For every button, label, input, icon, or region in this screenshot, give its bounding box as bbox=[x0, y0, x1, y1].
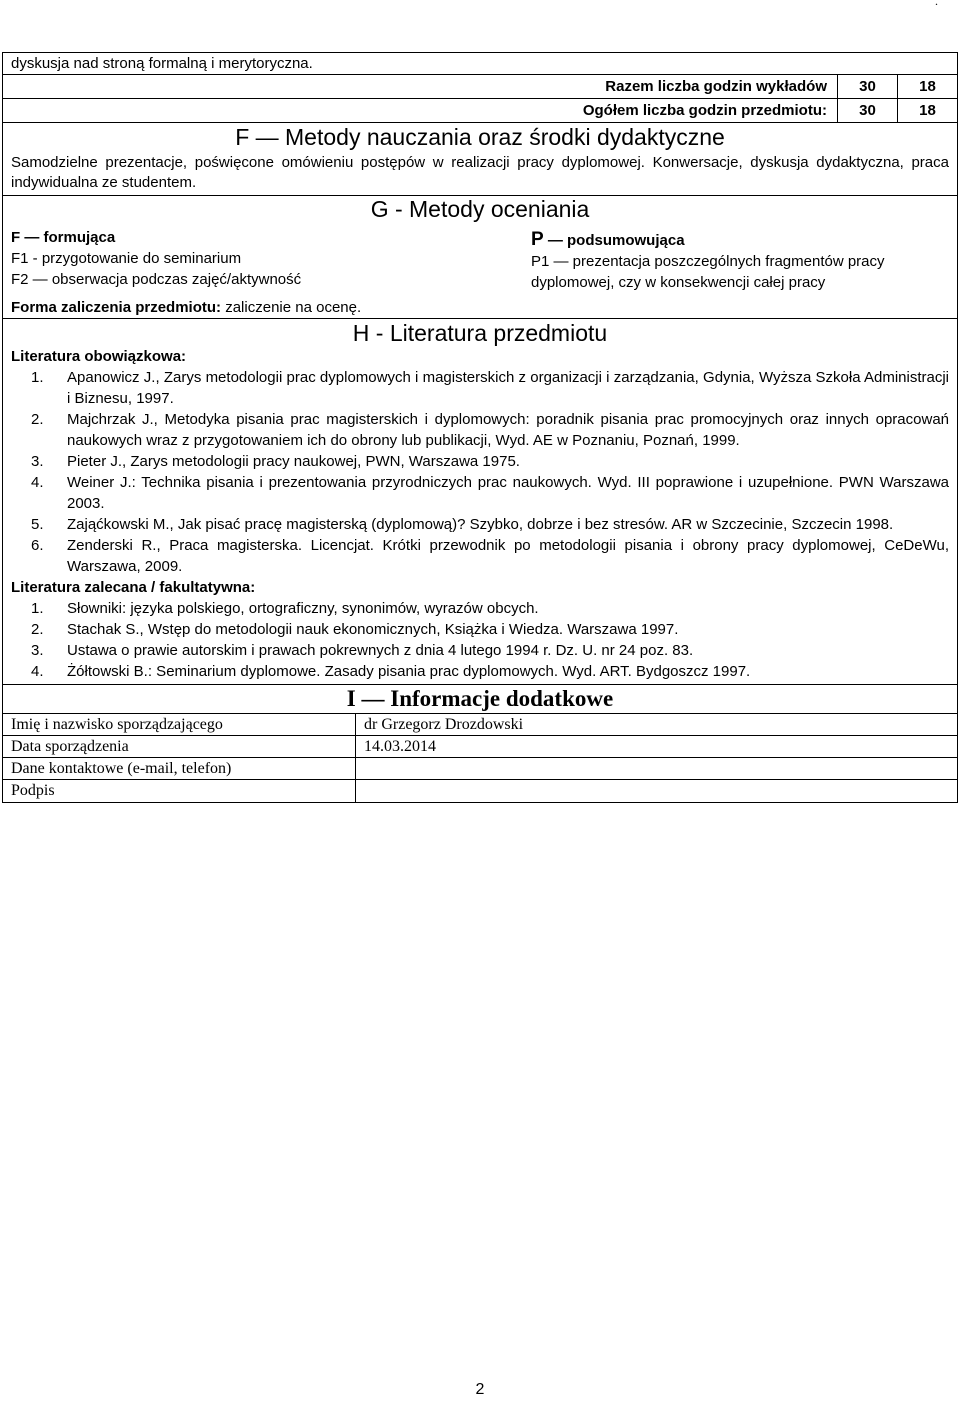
section-h-title: H - Literatura przedmiotu bbox=[352, 320, 608, 346]
info-label: Podpis bbox=[3, 780, 356, 802]
hours-value-2: 18 bbox=[897, 75, 957, 98]
hours-row-lectures bbox=[3, 75, 957, 99]
info-grid bbox=[3, 714, 957, 802]
info-value bbox=[356, 758, 957, 780]
section-f bbox=[3, 123, 957, 196]
literature-item-number: 6. bbox=[31, 537, 44, 554]
literature-item-number: 1. bbox=[31, 369, 44, 386]
literature-item-text: Weiner J.: Technika pisania i prezentowania przyrodniczych prac naukowych. Wyd. III poprawione i uzupełnione. PWN Warszawa 2003. bbox=[67, 474, 949, 512]
hours-value-2: 18 bbox=[897, 99, 957, 122]
section-h bbox=[3, 319, 957, 685]
section-i bbox=[3, 685, 957, 714]
intro-row bbox=[3, 53, 957, 75]
literature-item-number: 4. bbox=[31, 474, 44, 491]
section-g bbox=[3, 195, 957, 319]
info-label: Dane kontaktowe (e-mail, telefon) bbox=[3, 758, 356, 780]
summative-item: P1 — prezentacja poszczególnych fragmentów pracy dyplomowej, czy w konsekwencji całej pracy bbox=[531, 253, 885, 291]
literature-item-text: Apanowicz J., Zarys metodologii prac dyplomowych i magisterskich z organizacji i zarządzania, Gdynia, Wyższa Szkoła Administracji i Biznesu, 1997. bbox=[67, 369, 949, 407]
literature-item-text: Zenderski R., Praca magisterska. Licencjat. Krótki przewodnik po metodologii pisania i obrony pracy dyplomowej, CeDeWu, Warszawa, 2009. bbox=[67, 537, 949, 575]
literature-item-text: Ustawa o prawie autorskim i prawach pokrewnych z dnia 4 lutego 1994 r. Dz. U. nr 24 poz. 83. bbox=[67, 642, 694, 659]
literature-item-number: 1. bbox=[31, 600, 44, 617]
formative-column bbox=[3, 223, 523, 295]
summative-heading-letter: P bbox=[531, 229, 544, 250]
literature-item-number: 2. bbox=[31, 621, 44, 638]
formative-heading: F — formująca bbox=[11, 229, 116, 246]
section-i-title: I — Informacje dodatkowe bbox=[346, 686, 614, 711]
hours-value-1: 30 bbox=[837, 75, 897, 98]
literature-item-number: 2. bbox=[31, 411, 44, 428]
literature-item-number: 5. bbox=[31, 516, 44, 533]
literature-item bbox=[3, 661, 957, 682]
page-number: 2 bbox=[475, 1381, 485, 1398]
literature-item-text: Majchrzak J., Metodyka pisania prac magisterskich i dyplomowych: poradnik pisania prac promocyjnych oraz innych opracowań naukowych wraz z przygotowaniem ich do obrony lub publikacji, Wyd. AE w Poznaniu, Poznań, 1999. bbox=[67, 411, 949, 449]
optional-literature-list bbox=[3, 598, 957, 684]
form-of-credit-label: Forma zaliczenia przedmiotu: bbox=[11, 299, 222, 316]
literature-item-text: Pieter J., Zarys metodologii pracy naukowej, PWN, Warszawa 1975. bbox=[67, 453, 520, 470]
formative-item: F2 — obserwacja podczas zajęć/aktywność bbox=[11, 271, 302, 288]
summative-heading-rest: — podsumowująca bbox=[543, 232, 685, 249]
literature-item-text: Żółtowski B.: Seminarium dyplomowe. Zasady pisania prac dyplomowych. Wyd. ART. Bydgoszcz 1997. bbox=[67, 663, 751, 680]
literature-item-number: 3. bbox=[31, 453, 44, 470]
literature-item bbox=[3, 409, 957, 451]
optional-literature-heading: Literatura zalecana / fakultatywna: bbox=[11, 579, 256, 596]
literature-item bbox=[3, 472, 957, 514]
literature-item bbox=[3, 640, 957, 661]
section-f-title: F — Metody nauczania oraz środki dydaktyczne bbox=[235, 124, 725, 150]
literature-item bbox=[3, 598, 957, 619]
literature-item-number: 4. bbox=[31, 663, 44, 680]
assessment-columns bbox=[3, 223, 957, 295]
section-f-text: Samodzielne prezentacje, poświęcone omówieniu postępów w realizacji pracy dyplomowej. Konwersacje, dyskusja dydaktyczna, praca indywidualna ze studentem. bbox=[11, 154, 949, 191]
info-value bbox=[356, 780, 957, 802]
info-value: 14.03.2014 bbox=[356, 736, 957, 758]
info-value: dr Grzegorz Drozdowski bbox=[356, 714, 957, 736]
literature-item-number: 3. bbox=[31, 642, 44, 659]
literature-item-text: Słowniki: języka polskiego, ortograficzny, synonimów, wyrazów obcych. bbox=[67, 600, 539, 617]
info-label: Data sporządzenia bbox=[3, 736, 356, 758]
hours-label: Razem liczba godzin wykładów bbox=[605, 78, 827, 95]
section-g-title: G - Metody oceniania bbox=[370, 196, 590, 222]
corner-mark: . bbox=[935, 0, 938, 8]
required-literature-heading: Literatura obowiązkowa: bbox=[11, 348, 187, 365]
literature-item bbox=[3, 451, 957, 472]
literature-item bbox=[3, 619, 957, 640]
formative-item: F1 - przygotowanie do seminarium bbox=[11, 250, 242, 267]
required-literature-list bbox=[3, 367, 957, 577]
hours-value-1: 30 bbox=[837, 99, 897, 122]
literature-item bbox=[3, 514, 957, 535]
info-label: Imię i nazwisko sporządzającego bbox=[3, 714, 356, 736]
literature-item-text: Zająćkowski M., Jak pisać pracę magisterską (dyplomową)? Szybko, dobrze i bez stresów. AR w Szczecinie, Szczecin 1998. bbox=[67, 516, 894, 533]
literature-item bbox=[3, 535, 957, 577]
form-of-credit-value: zaliczenie na ocenę. bbox=[221, 299, 362, 316]
syllabus-table bbox=[2, 52, 958, 803]
summative-column bbox=[523, 223, 957, 295]
intro-text: dyskusja nad stroną formalną i merytoryczna. bbox=[11, 55, 313, 72]
form-of-credit bbox=[3, 295, 957, 318]
hours-label: Ogółem liczba godzin przedmiotu: bbox=[582, 102, 827, 119]
hours-row-total bbox=[3, 99, 957, 123]
literature-item bbox=[3, 367, 957, 409]
summative-heading bbox=[531, 229, 949, 251]
literature-item-text: Stachak S., Wstęp do metodologii nauk ekonomicznych, Książka i Wiedza. Warszawa 1997. bbox=[67, 621, 679, 638]
